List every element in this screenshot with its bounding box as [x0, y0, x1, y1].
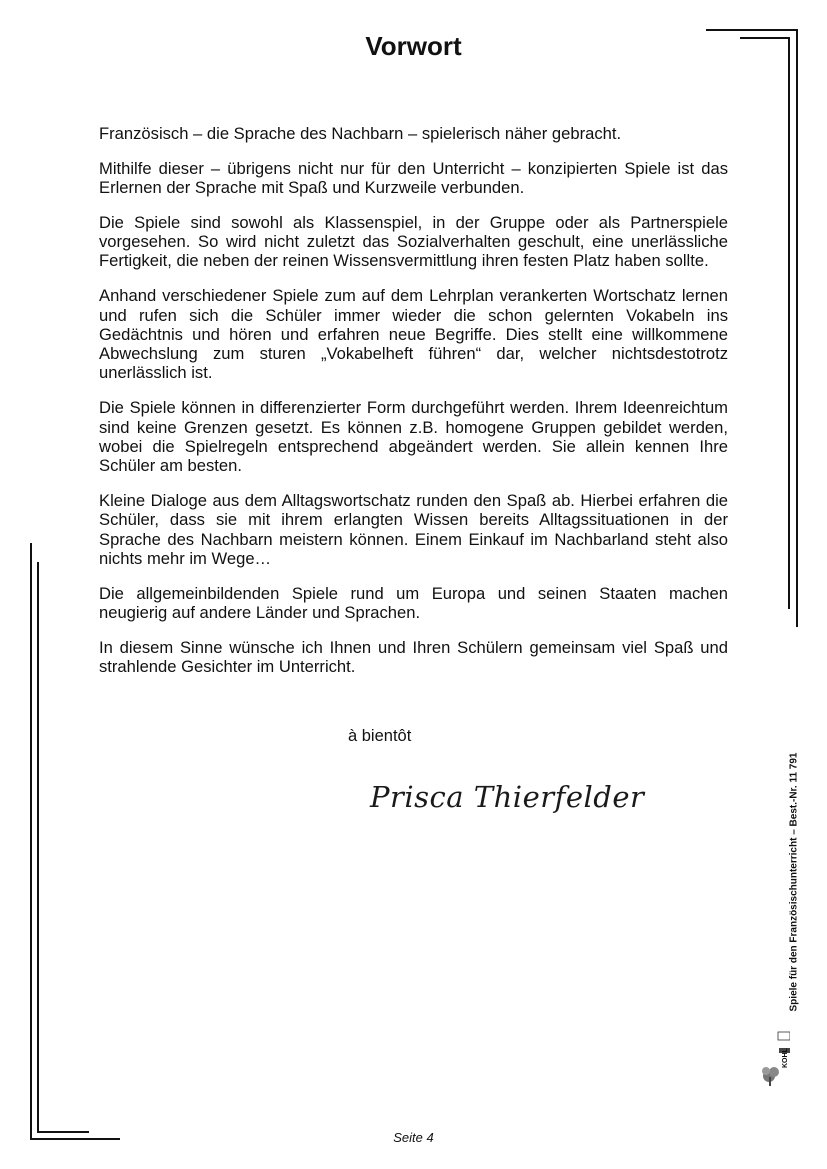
- page-title: Vorwort: [365, 31, 462, 61]
- paragraph: Kleine Dialoge aus dem Alltagswortschatz runden den Spaß ab. Hierbei erfahren die Schüler, dass sie mit ihrem erlangten Wissen bereits Alltagssituationen in der Sprache des Nachbarn meistern können. Einem Einkauf im Nachbarland steht also nichts mehr im Wege…: [99, 490, 728, 568]
- svg-text:KOHL: KOHL: [782, 1048, 789, 1068]
- frame-line-bottom-inner: [37, 1131, 89, 1133]
- series-order-label: [784, 750, 804, 1015]
- frame-line-top-outer: [706, 29, 798, 31]
- paragraph: Anhand verschiedener Spiele zum auf dem Lehrplan verankerten Wortschatz lernen und rufen sich die Schüler immer wieder die schon gelernten Vokabeln ins Gedächtnis und hören und erfahren neue Begriffe. Dies stellt eine willkommene Abwechslung zum sturen „Vokabelheft führen“ dar, welcher nichtsdestotrotz unerlässlich ist.: [99, 286, 728, 383]
- paragraph: Mithilfe dieser – übrigens nicht nur für den Unterricht – konzipierten Spiele ist das Erlernen der Sprache mit Spaß und Kurzweile verbunden.: [99, 158, 728, 198]
- paragraph: Die Spiele können in differenzierter Form durchgeführt werden. Ihrem Ideenreichtum sind keine Grenzen gesetzt. Es können z.B. homogene Gruppen gebildet werden, wobei die Spielregeln entsprechend abgeändert werden. Sie allein kennen Ihre Schüler am besten.: [99, 398, 728, 476]
- paragraph: Französisch – die Sprache des Nachbarn – spielerisch näher gebracht.: [99, 124, 622, 143]
- closing-phrase: à bientôt: [348, 727, 412, 745]
- frame-line-bottom-outer: [30, 1138, 120, 1140]
- page-number: Seite 4: [393, 1130, 434, 1145]
- preface-body: [99, 124, 728, 692]
- kohl-verlag-tree-logo-icon: [760, 1020, 790, 1090]
- frame-line-left-inner: [37, 562, 39, 1133]
- author-signature: Prisca Thierfelder: [370, 780, 645, 814]
- frame-line-top-inner: [740, 37, 790, 39]
- paragraph: In diesem Sinne wünsche ich Ihnen und Ihren Schülern gemeinsam viel Spaß und strahlende Gesichter im Unterricht.: [99, 637, 728, 677]
- frame-line-right-inner: [788, 37, 790, 609]
- frame-line-left-outer: [30, 543, 32, 1140]
- paragraph: Die Spiele sind sowohl als Klassenspiel, in der Gruppe oder als Partnerspiele vorgesehen. So wird nicht zuletzt das Sozialverhalten geschult, eine unerlässliche Fertigkeit, die neben der reinen Wissensvermittlung ihren festen Platz haben sollte.: [99, 212, 728, 271]
- frame-line-right-outer: [796, 29, 798, 627]
- paragraph: Die allgemeinbildenden Spiele rund um Europa und seinen Staaten machen neugierig auf andere Länder und Sprachen.: [99, 583, 728, 622]
- series-order-text: Spiele für den Französischunterricht – Best.-Nr. 11 791: [788, 752, 800, 1012]
